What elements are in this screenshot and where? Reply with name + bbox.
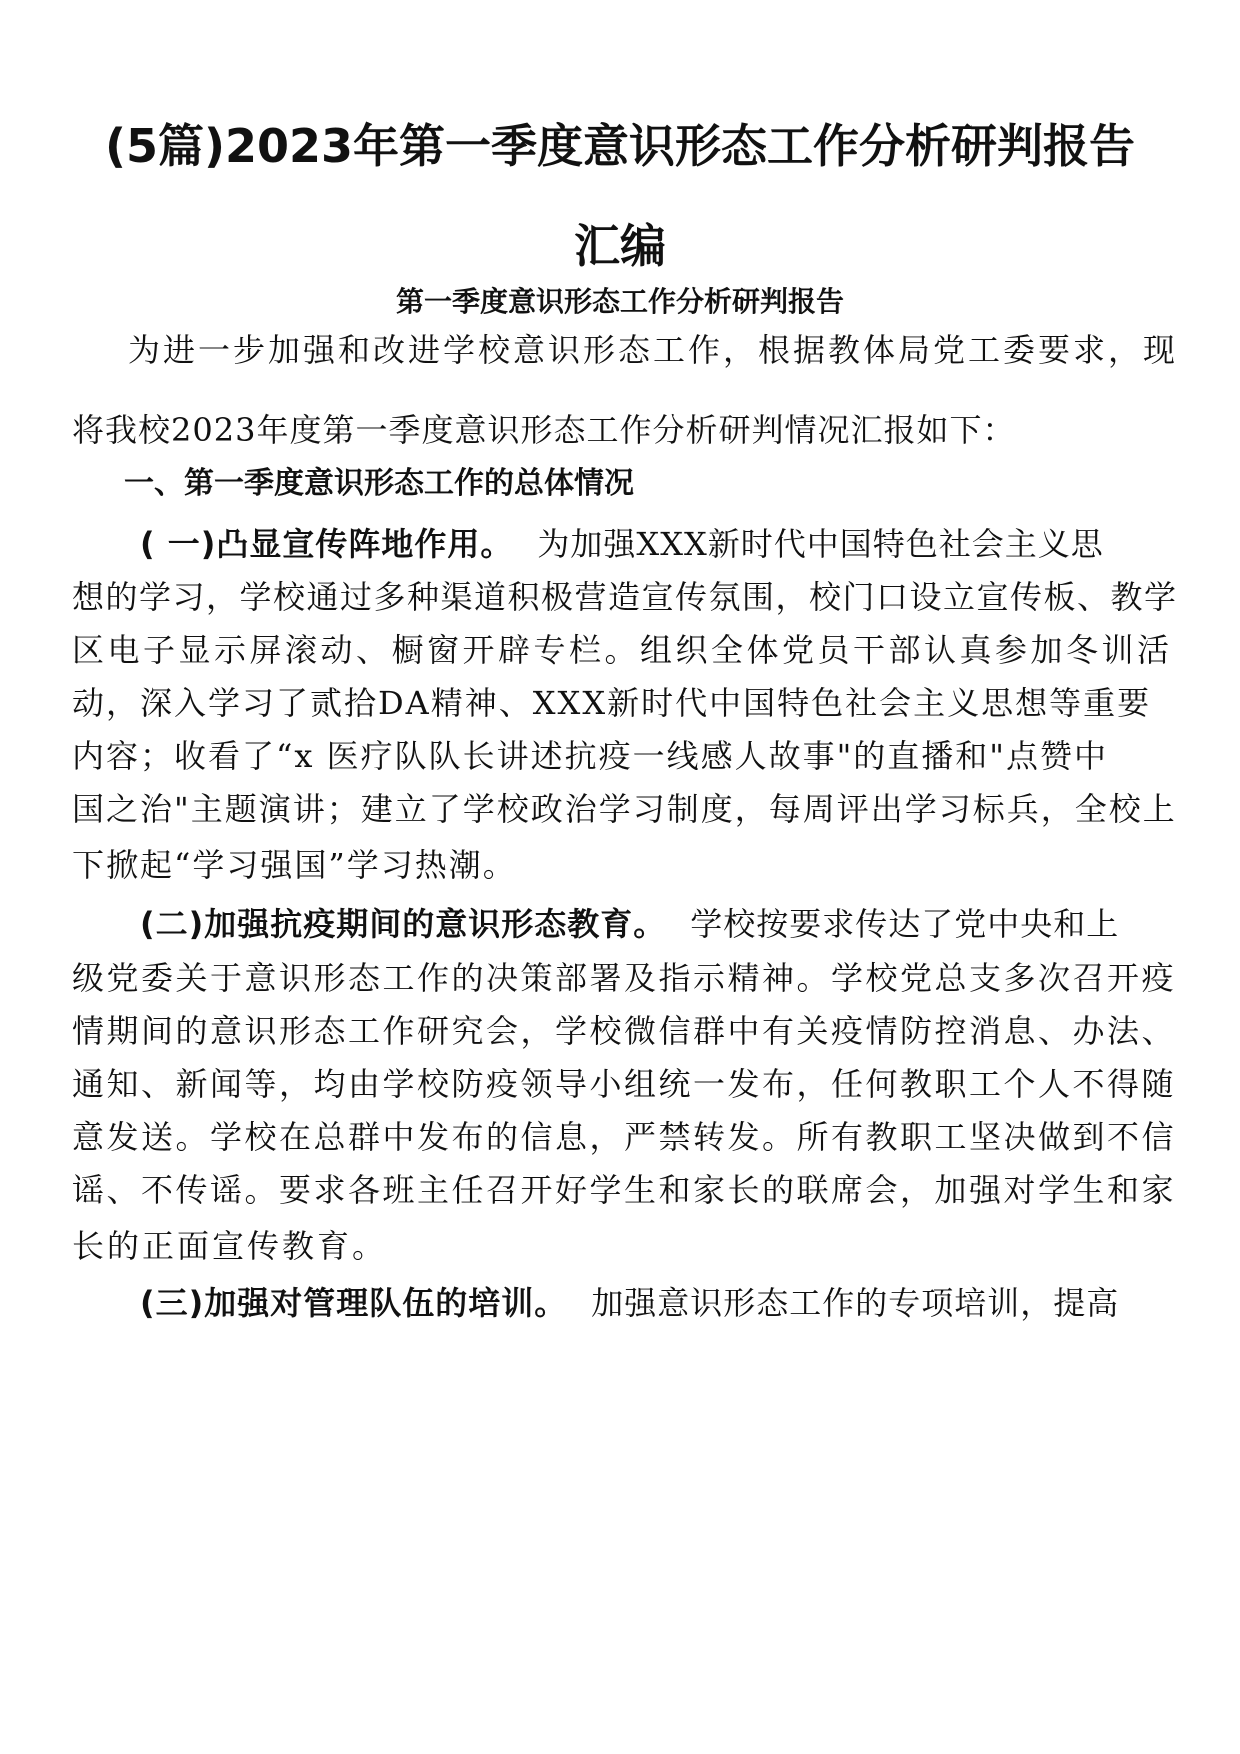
document-title-line-2: 汇编 (574, 219, 666, 273)
document-subtitle: 第一季度意识形态工作分析研判报告 (395, 285, 844, 318)
intro-line-1: 为进一步加强和改进学校意识形态工作，根据教体局党工委要求，现 (128, 331, 1179, 369)
para-1-line-5: 内容；收看了“x 医疗队队长讲述抗疫一线感人故事"的直播和"点赞中 (72, 737, 1109, 775)
para-1-line-3: 区电子显示屏滚动、橱窗开辟专栏。组织全体党员干部认真参加冬训活 (72, 631, 1173, 669)
para-2-line-3: 情期间的意识形态工作研究会，学校微信群中有关疫情防控消息、办法、 (72, 1012, 1177, 1050)
para-2-line-6: 谣、不传谣。要求各班主任召开好学生和家长的联席会，加强对学生和家 (72, 1171, 1177, 1209)
para-3-first-text: 加强意识形态工作的专项培训，提高 (591, 1284, 1120, 1322)
para-1-line-6: 国之治"主题演讲；建立了学校政治学习制度，每周评出学习标兵，全校上 (72, 790, 1177, 828)
para-1-first-text: 为加强XXX新时代中国特色社会主义思 (537, 525, 1104, 563)
para-3-heading: (三)加强对管理队伍的培训。 (140, 1284, 568, 1322)
para-2-heading: (二)加强抗疫期间的意识形态教育。 (140, 905, 667, 943)
para-2-first-text: 学校按要求传达了党中央和上 (690, 905, 1120, 943)
para-1-first-line (140, 524, 1104, 564)
para-1-line-2: 想的学习，学校通过多种渠道积极营造宣传氛围，校门口设立宣传板、教学 (72, 578, 1178, 616)
para-2-line-5: 意发送。学校在总群中发布的信息，严禁转发。所有教职工坚决做到不信 (72, 1118, 1177, 1156)
para-1-line-7: 下掀起“学习强国”学习热潮。 (72, 846, 517, 884)
para-2-line-4: 通知、新闻等，均由学校防疫领导小组统一发布，任何教职工个人不得随 (72, 1065, 1177, 1103)
section-1-heading: 一、第一季度意识形态工作的总体情况 (124, 466, 634, 501)
para-2-line-2: 级党委关于意识形态工作的决策部署及指示精神。学校党总支多次召开疫 (72, 959, 1177, 997)
intro-line-2: 将我校2023年度第一季度意识形态工作分析研判情况汇报如下： (72, 411, 1016, 449)
para-3-first-line (140, 1283, 1119, 1323)
document-title-line-1: (5篇)2023年第一季度意识形态工作分析研判报告 (104, 119, 1136, 173)
para-1-heading: ( 一)凸显宣传阵地作用。 (140, 525, 514, 563)
para-2-line-7: 长的正面宣传教育。 (72, 1227, 388, 1265)
para-1-line-4: 动，深入学习了贰拾DA精神、XXX新时代中国特色社会主义思想等重要 (72, 684, 1152, 722)
para-2-first-line (140, 904, 1119, 944)
